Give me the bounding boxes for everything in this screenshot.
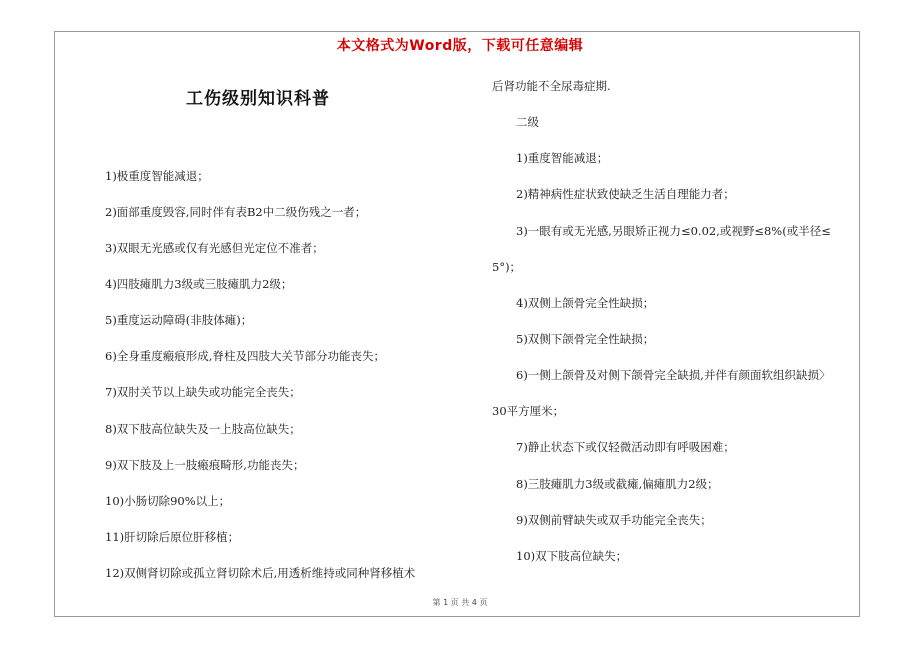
document-title: 工伤级别知识科普 bbox=[186, 89, 330, 109]
list-item: 1)重度智能减退； bbox=[516, 151, 609, 165]
list-item: 4)四肢瘫肌力3级或三肢瘫肌力2级； bbox=[105, 277, 293, 291]
continued-line: 后肾功能不全尿毒症期. bbox=[492, 79, 611, 93]
list-item: 6)全身重度瘢痕形成,脊柱及四肢大关节部分功能丧失； bbox=[105, 349, 385, 363]
list-item: 4)双侧上颌骨完全性缺损； bbox=[516, 296, 655, 310]
list-item: 10)双下肢高位缺失； bbox=[516, 549, 628, 563]
list-item: 7)静止状态下或仅轻微活动即有呼吸困难； bbox=[516, 440, 735, 454]
list-item: 7)双肘关节以上缺失或功能完全丧失； bbox=[105, 385, 301, 399]
list-item: 5)重度运动障碍(非肢体瘫)； bbox=[105, 313, 253, 327]
section-heading: 二级 bbox=[516, 115, 539, 129]
list-item: 6)一侧上颌骨及对侧下颌骨完全缺损,并伴有颜面软组织缺损〉 bbox=[516, 368, 831, 382]
list-item: 3)双眼无光感或仅有光感但光定位不准者； bbox=[105, 241, 324, 255]
list-item: 3)一眼有或无光感,另眼矫正视力≤0.02,或视野≤8%(或半径≤ bbox=[516, 224, 831, 238]
list-item: 8)双下肢高位缺失及一上肢高位缺失； bbox=[105, 422, 301, 436]
word-format-banner: 本文格式为Word版，下载可任意编辑 bbox=[336, 38, 584, 54]
page-number-footer: 第 1 页 共 4 页 bbox=[432, 598, 488, 607]
list-item: 9)双下肢及上一肢瘢痕畸形,功能丧失； bbox=[105, 458, 305, 472]
list-item: 2)面部重度毁容,同时伴有表B2中二级伤残之一者； bbox=[105, 205, 367, 219]
list-item: 2)精神病性症状致使缺乏生活自理能力者； bbox=[516, 187, 735, 201]
list-item: 5)双侧下颌骨完全性缺损； bbox=[516, 332, 655, 346]
continued-line: 30平方厘米； bbox=[492, 404, 565, 418]
list-item: 8)三肢瘫肌力3级或截瘫,偏瘫肌力2级； bbox=[516, 477, 719, 491]
list-item: 11)肝切除后原位肝移植； bbox=[105, 530, 240, 544]
list-item: 9)双侧前臂缺失或双手功能完全丧失； bbox=[516, 513, 712, 527]
list-item: 1)极重度智能减退； bbox=[105, 169, 209, 183]
list-item: 12)双侧肾切除或孤立肾切除术后,用透析维持或同种肾移植术 bbox=[105, 566, 416, 580]
list-item: 10)小肠切除90%以上； bbox=[105, 494, 231, 508]
continued-line: 5°)； bbox=[492, 260, 522, 274]
